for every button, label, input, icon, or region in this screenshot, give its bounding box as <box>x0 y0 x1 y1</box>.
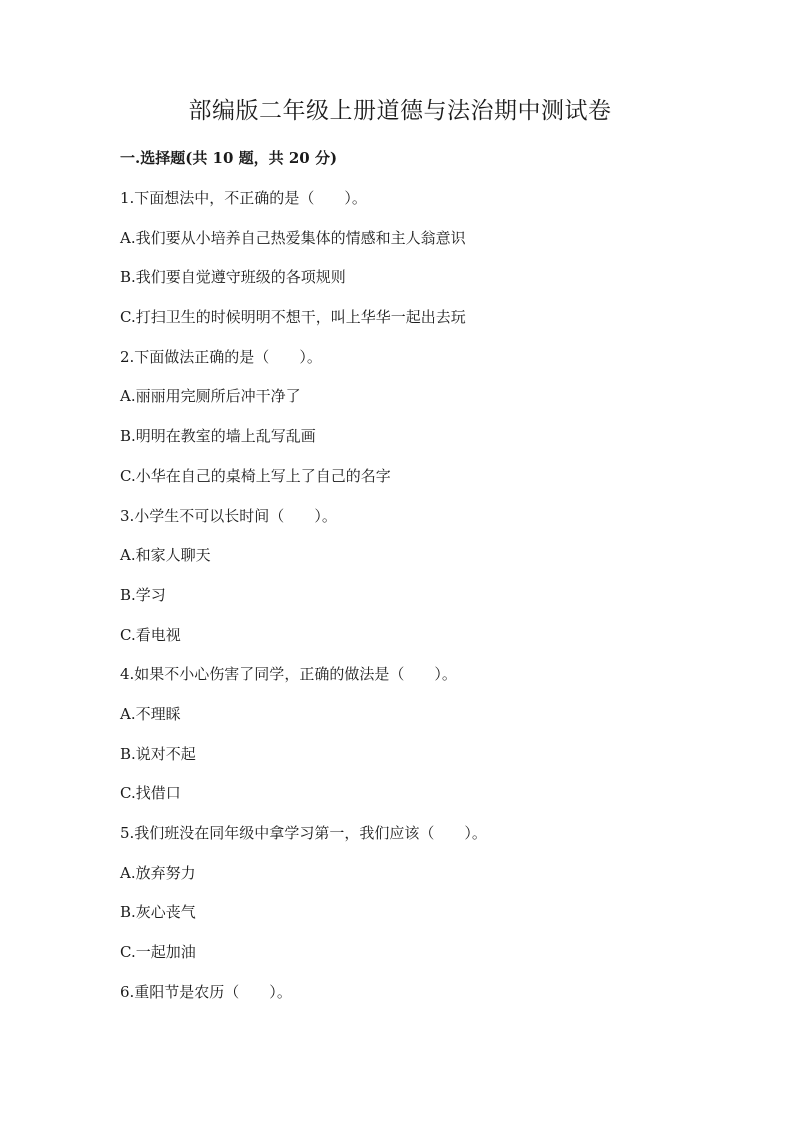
question-5-option-c: C.一起加油 <box>120 943 196 962</box>
question-2-option-b: B.明明在教室的墙上乱写乱画 <box>120 427 316 446</box>
question-4-option-a: A.不理睬 <box>120 704 181 723</box>
question-6: 6.重阳节是农历（ ）。 <box>120 982 292 1001</box>
question-2-option-c: C.小华在自己的桌椅上写上了自己的名字 <box>120 466 391 485</box>
question-4: 4.如果不小心伤害了同学，正确的做法是（ ）。 <box>120 665 457 684</box>
question-2-option-a: A.丽丽用完厕所后冲干净了 <box>120 387 301 406</box>
question-2: 2.下面做法正确的是（ ）。 <box>120 347 322 366</box>
section-heading: 一.选择题(共 10 题，共 20 分) <box>120 149 338 167</box>
question-1-option-b: B.我们要自觉遵守班级的各项规则 <box>120 268 346 287</box>
question-1-option-c: C.打扫卫生的时候明明不想干，叫上华华一起出去玩 <box>120 308 466 327</box>
question-1: 1.下面想法中，不正确的是（ ）。 <box>120 189 367 207</box>
page-title: 部编版二年级上册道德与法治期中测试卷 <box>188 98 612 124</box>
question-4-option-b: B.说对不起 <box>120 744 196 763</box>
question-list <box>120 186 700 1019</box>
question-5: 5.我们班没在同年级中拿学习第一，我们应该（ ）。 <box>120 824 487 842</box>
question-3-option-b: B.学习 <box>120 585 166 604</box>
question-1-option-a: A.我们要从小培养自己热爱集体的情感和主人翁意识 <box>120 228 466 247</box>
question-3-option-c: C.看电视 <box>120 625 181 644</box>
question-5-option-b: B.灰心丧气 <box>120 903 196 922</box>
question-3-option-a: A.和家人聊天 <box>120 546 211 565</box>
question-4-option-c: C.找借口 <box>120 784 181 803</box>
question-5-option-a: A.放弃努力 <box>120 863 196 882</box>
question-3: 3.小学生不可以长时间（ ）。 <box>120 506 337 525</box>
